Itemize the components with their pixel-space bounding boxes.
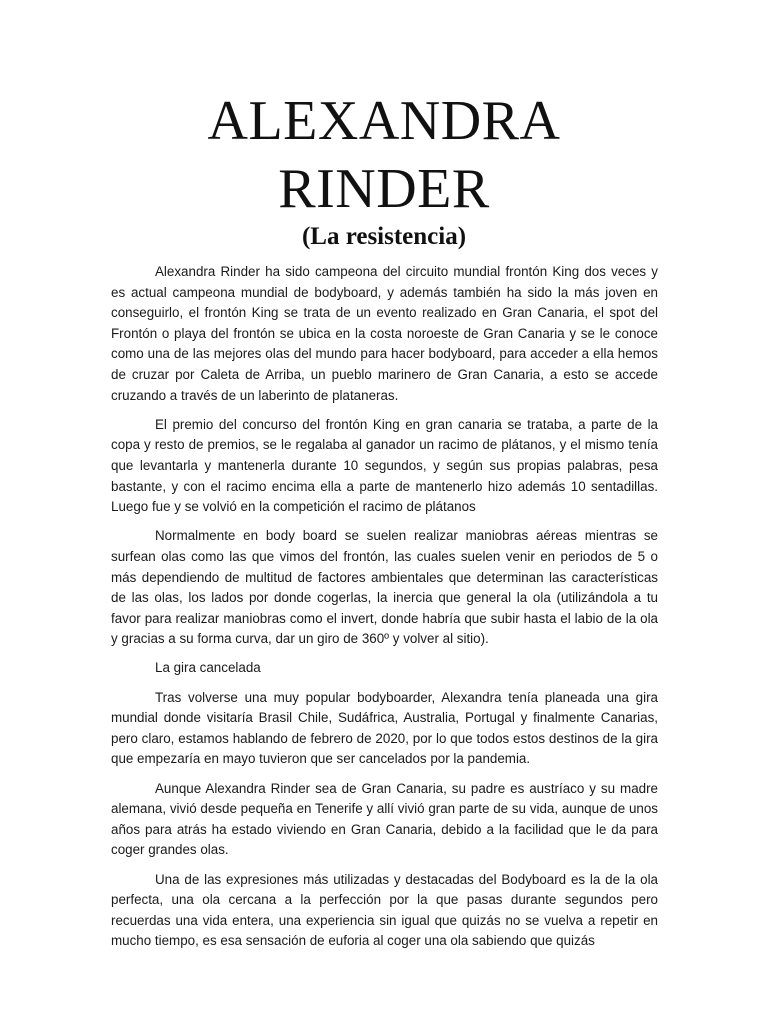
paragraph: Alexandra Rinder ha sido campeona del circuito mundial frontón King dos veces y es actual campeona mundial de bodyboard, y además también ha sido la más joven en conseguirlo, el frontón King se trata de un evento realizado en Gran Canaria, el spot del Frontón o playa del frontón se ubica en la costa noroeste de Gran Canaria y se le conoce como una de las mejores olas del mundo para hacer bodyboard, para acceder a ella hemos de cruzar por Caleta de Arriba, un pueblo marinero de Gran Canaria, a esto se accede cruzando a través de un laberinto de plataneras.	[111, 264, 658, 403]
paragraph: Tras volverse una muy popular bodyboarder, Alexandra tenía planeada una gira mundial donde visitaría Brasil Chile, Sudáfrica, Australia, Portugal y finalmente Canarias, pero claro, estamos hablando de febrero de 2020, por lo que todos estos destinos de la gira que empezaría en mayo tuvieron que ser cancelados por la pandemia.	[111, 689, 658, 767]
section-heading: La gira cancelada	[155, 660, 261, 676]
paragraph: Normalmente en body board se suelen realizar maniobras aéreas mientras se surfean olas como las que vimos del frontón, las cuales suelen venir en periodos de 5 o más dependiendo de multitud de factores ambientales que determinan las características de las olas, los lados por donde cogerlas, la inercia que general la ola (utilizándola a tu favor para realizar maniobras como el invert, donde habría que subir hasta el labio de la ola y gracias a su forma curva, dar un giro de 360º y volver al sitio).	[111, 528, 658, 647]
document-body	[111, 262, 658, 961]
subtitle: (La resistencia)	[301, 223, 467, 250]
paragraph: Aunque Alexandra Rinder sea de Gran Canaria, su padre es austríaco y su madre alemana, vivió desde pequeña en Tenerife y allí vivió gran parte de su vida, aunque de unos años para atrás ha estado viviendo en Gran Canaria, debido a la facilidad que le da para coger grandes olas.	[111, 780, 658, 858]
title-line-1: ALEXANDRA	[207, 90, 561, 152]
paragraph: Una de las expresiones más utilizadas y destacadas del Bodyboard es la de la ola perfecta, una ola cercana a la perfección por la que pasas durante segundos pero recuerdas una vida entera, una experiencia sin igual que quizás no se vuelva a repetir en mucho tiempo, es esa sensación de euforia al coger una ola sabiendo que quizás	[111, 871, 658, 949]
paragraph: El premio del concurso del frontón King en gran canaria se trataba, a parte de la copa y resto de premios, se le regalaba al ganador un racimo de plátanos, y el mismo tenía que levantarla y mantenerla durante 10 segundos, y según sus propias palabras, pesa bastante, y con el racimo encima ella a parte de mantenerlo hizo además 10 sentadillas. Luego fue y se volvió en la competición el racimo de plátanos	[111, 416, 658, 515]
title-line-2: RINDER	[278, 158, 490, 220]
